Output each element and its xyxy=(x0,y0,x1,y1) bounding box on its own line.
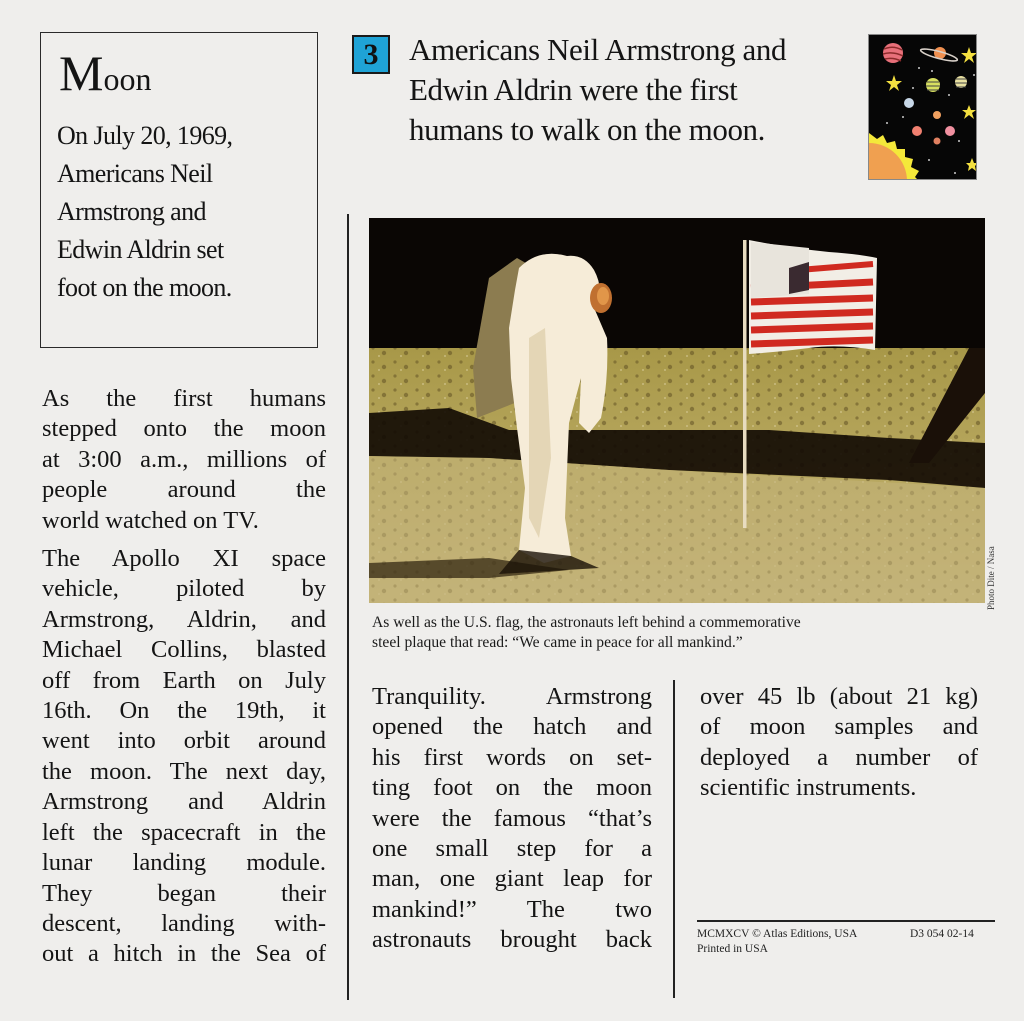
caption-line: As well as the U.S. flag, the astronauts left behind a commemorative xyxy=(372,614,801,631)
middle-column-text xyxy=(372,682,652,956)
text-line: over 45 lb (about 21 kg) xyxy=(700,683,978,710)
photo-credit: Photo Dite / Nasa xyxy=(986,546,996,610)
text-line: The Apollo XI space xyxy=(42,545,326,573)
moon-landing-photo xyxy=(369,218,985,603)
summary-line: Edwin Aldrin set xyxy=(57,235,224,264)
headline-line: Edwin Aldrin were the first xyxy=(409,72,738,107)
text-line: world watched on TV. xyxy=(42,506,259,534)
summary-line: foot on the moon. xyxy=(57,273,232,302)
space-planets-sun-icon xyxy=(868,34,977,180)
headline-line: Americans Neil Armstrong and xyxy=(409,32,787,67)
title-rest: oon xyxy=(103,61,152,97)
photo-caption xyxy=(372,613,972,653)
paragraph-2 xyxy=(42,544,326,970)
text-line: people around the xyxy=(42,476,326,504)
text-line: of moon samples and xyxy=(700,713,978,741)
card-code: D3 054 02-14 xyxy=(910,928,974,940)
text-line: the moon. The next day, xyxy=(42,757,326,785)
left-column-text xyxy=(42,384,326,978)
footer-publisher xyxy=(697,927,897,957)
text-line: astronauts brought back xyxy=(372,926,652,954)
text-line: off from Earth on July xyxy=(42,666,326,694)
summary-line: Americans Neil xyxy=(57,159,213,188)
column-divider-right xyxy=(673,680,675,998)
text-line: mankind!” The two xyxy=(372,895,652,923)
text-line: one small step for a xyxy=(372,835,652,863)
text-line: went into orbit around xyxy=(42,727,326,755)
card-title xyxy=(59,45,303,101)
text-line: Armstrong, Aldrin, and xyxy=(42,605,326,633)
copyright-text: MCMXCV © Atlas Editions, USA xyxy=(697,928,858,940)
text-line: 16th. On the 19th, it xyxy=(42,697,326,725)
text-line: at 3:00 a.m., millions of xyxy=(42,445,326,473)
column-divider-left xyxy=(347,214,349,1000)
text-line: stepped onto the moon xyxy=(42,415,326,443)
text-line: ting foot on the moon xyxy=(372,774,652,802)
text-line: lunar landing module. xyxy=(42,849,326,877)
text-line: opened the hatch and xyxy=(372,713,652,741)
caption-line: steel plaque that read: “We came in peace for all mankind.” xyxy=(372,634,743,651)
text-line: scientific instruments. xyxy=(700,774,917,802)
printed-in-text: Printed in USA xyxy=(697,943,768,955)
text-line: Armstrong and Aldrin xyxy=(42,788,326,816)
text-line: were the famous “that’s xyxy=(372,804,652,832)
card-number-badge: 3 xyxy=(352,35,390,74)
title-box xyxy=(40,32,318,348)
summary-line: Armstrong and xyxy=(57,197,206,226)
text-line: his first words on set- xyxy=(372,743,652,771)
text-line: left the spacecraft in the xyxy=(42,818,326,846)
headline xyxy=(409,30,849,150)
title-initial: M xyxy=(59,45,104,101)
footer-rule xyxy=(697,920,995,922)
text-line: vehicle, piloted by xyxy=(42,575,326,603)
card-summary xyxy=(57,117,303,307)
text-line: deployed a number of xyxy=(700,743,978,771)
text-line: descent, landing with- xyxy=(42,909,326,937)
text-line: out a hitch in the Sea of xyxy=(42,940,326,968)
right-column-text xyxy=(700,682,978,804)
summary-line: On July 20, 1969, xyxy=(57,121,233,150)
paragraph-1 xyxy=(42,384,326,536)
text-line: Tranquility. Armstrong xyxy=(372,683,652,710)
text-line: man, one giant leap for xyxy=(372,865,652,893)
text-line: Michael Collins, blasted xyxy=(42,636,326,664)
text-line: As the first humans xyxy=(42,385,326,412)
text-line: They began their xyxy=(42,879,326,907)
headline-line: humans to walk on the moon. xyxy=(409,112,765,147)
